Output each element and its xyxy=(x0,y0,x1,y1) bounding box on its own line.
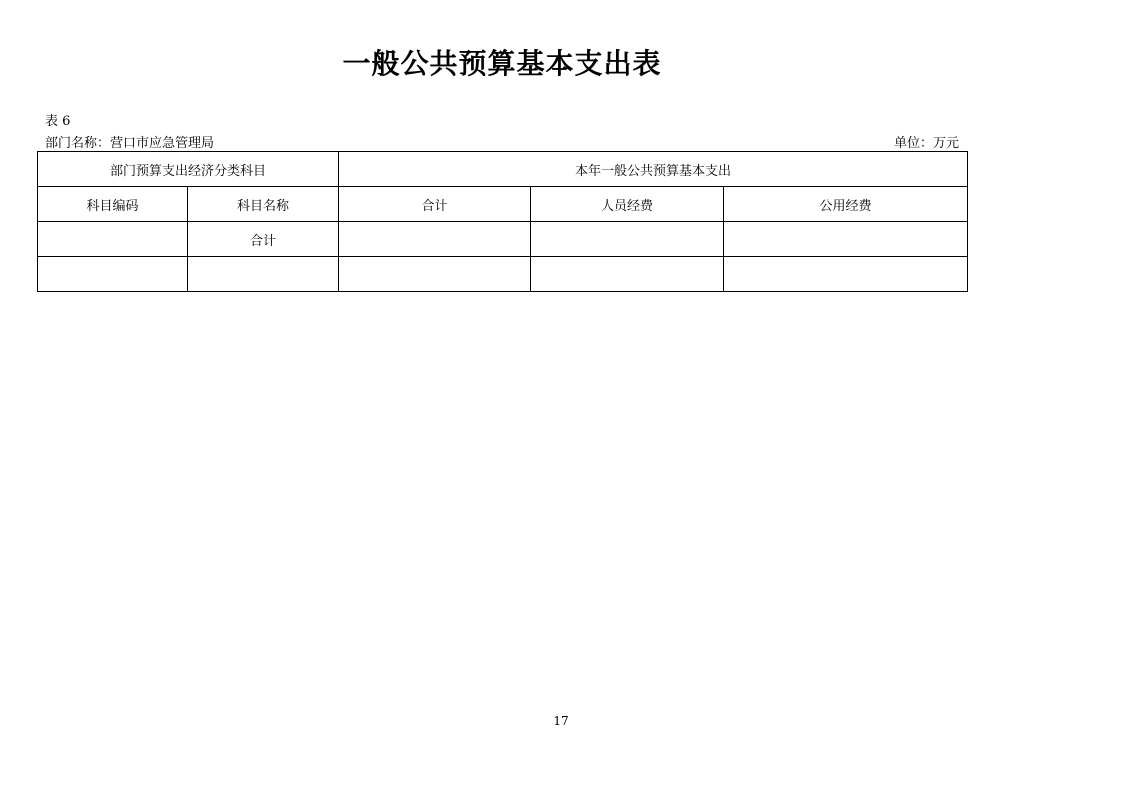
table-cell xyxy=(531,257,724,292)
column-header-row xyxy=(38,187,968,222)
table-cell xyxy=(339,222,531,257)
page-title: 一般公共预算基本支出表 xyxy=(342,47,662,80)
table-cell xyxy=(724,222,968,257)
table-cell xyxy=(38,222,188,257)
table-cell xyxy=(38,257,188,292)
table-cell xyxy=(531,222,724,257)
group-header-row xyxy=(38,152,968,187)
group-header-classification: 部门预算支出经济分类科目 xyxy=(38,152,339,187)
department-name: 部门名称：营口市应急管理局 xyxy=(45,136,215,151)
column-header-code: 科目编码 xyxy=(38,187,188,222)
table-cell xyxy=(339,257,531,292)
table-row xyxy=(38,222,968,257)
page-number: 17 xyxy=(553,714,569,728)
table-cell xyxy=(188,257,339,292)
column-header-public: 公用经费 xyxy=(724,187,968,222)
column-header-total: 合计 xyxy=(339,187,531,222)
budget-table xyxy=(37,151,968,292)
column-header-personnel: 人员经费 xyxy=(531,187,724,222)
table-cell: 合计 xyxy=(188,222,339,257)
table-row xyxy=(38,257,968,292)
table-cell xyxy=(724,257,968,292)
group-header-basic-expenditure: 本年一般公共预算基本支出 xyxy=(339,152,968,187)
column-header-name: 科目名称 xyxy=(188,187,339,222)
table-number: 表 6 xyxy=(45,114,71,129)
unit-label: 单位：万元 xyxy=(893,136,959,151)
